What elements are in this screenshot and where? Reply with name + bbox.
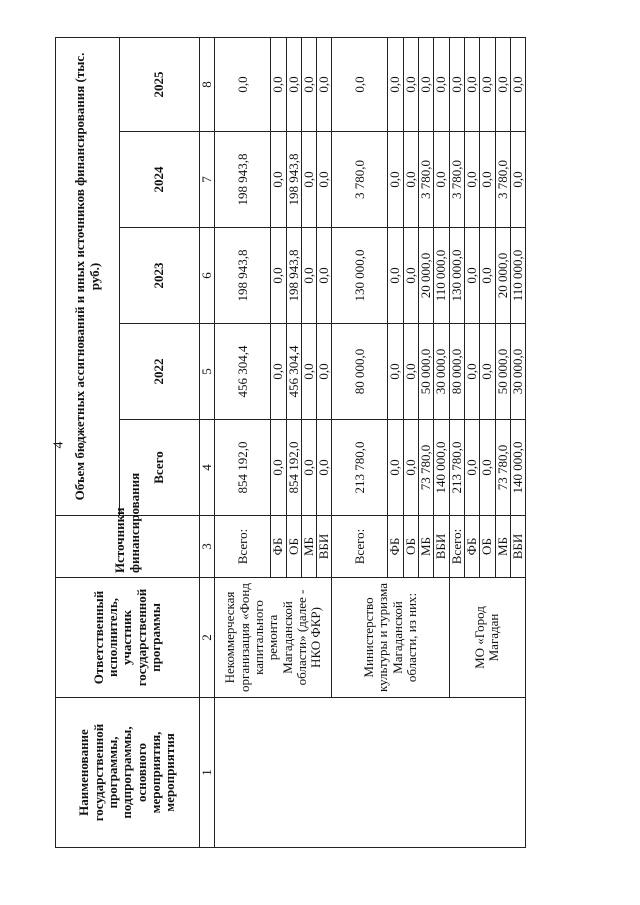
value-total: 0,0	[317, 420, 332, 516]
value-2022: 0,0	[317, 324, 332, 420]
value-2023: 0,0	[403, 228, 418, 324]
value-2024: 3 780,0	[419, 132, 434, 228]
source-cell: ОБ	[286, 516, 301, 578]
value-2022: 0,0	[388, 324, 403, 420]
value-2024: 0,0	[403, 132, 418, 228]
page-number: 4	[51, 441, 67, 449]
value-2025: 0,0	[434, 37, 449, 131]
header-2023: 2023	[120, 228, 200, 324]
value-total: 854 192,0	[215, 420, 271, 516]
value-2024: 3 780,0	[332, 132, 388, 228]
value-2025: 0,0	[301, 37, 316, 131]
value-2025: 0,0	[388, 37, 403, 131]
header-program-name: Наименование государственной программы, подпрограммы, основного мероприятия, мероприятия	[56, 698, 200, 848]
value-2024: 0,0	[434, 132, 449, 228]
value-2023: 0,0	[317, 228, 332, 324]
source-cell: ВБИ	[510, 516, 525, 578]
value-2024: 0,0	[464, 132, 479, 228]
source-cell: ФБ	[464, 516, 479, 578]
header-2025: 2025	[120, 37, 200, 131]
value-2023: 0,0	[388, 228, 403, 324]
value-2023: 20 000,0	[495, 228, 510, 324]
value-2022: 80 000,0	[449, 324, 464, 420]
value-total: 0,0	[388, 420, 403, 516]
value-2022: 80 000,0	[332, 324, 388, 420]
executor-name: МО «Город Магадан	[449, 578, 525, 698]
value-2025: 0,0	[449, 37, 464, 131]
header-funding-group: Объем бюджетных ассигнований и иных источников финансирования (тыс. руб.)	[56, 37, 120, 515]
value-2025: 0,0	[332, 37, 388, 131]
value-2025: 0,0	[317, 37, 332, 131]
value-2023: 0,0	[271, 228, 286, 324]
source-cell: ВБИ	[317, 516, 332, 578]
value-2022: 456 304,4	[286, 324, 301, 420]
executor-name: Министерство культуры и туризма Магаданской области, из них:	[332, 578, 449, 698]
value-2023: 198 943,8	[286, 228, 301, 324]
value-2022: 0,0	[464, 324, 479, 420]
source-cell: Всего:	[215, 516, 271, 578]
value-2023: 20 000,0	[419, 228, 434, 324]
value-2025: 0,0	[464, 37, 479, 131]
value-2023: 0,0	[301, 228, 316, 324]
value-2022: 456 304,4	[215, 324, 271, 420]
source-cell: Всего:	[449, 516, 464, 578]
header-2022: 2022	[120, 324, 200, 420]
value-2024: 198 943,8	[215, 132, 271, 228]
value-2024: 0,0	[388, 132, 403, 228]
value-2023: 130 000,0	[449, 228, 464, 324]
value-2024: 0,0	[271, 132, 286, 228]
column-number-row	[200, 37, 215, 847]
column-number: 7	[200, 132, 215, 228]
source-cell: ОБ	[403, 516, 418, 578]
value-2022: 0,0	[301, 324, 316, 420]
value-2023: 0,0	[480, 228, 495, 324]
column-number: 6	[200, 228, 215, 324]
program-name-cell	[215, 698, 526, 848]
value-2022: 0,0	[271, 324, 286, 420]
value-2025: 0,0	[495, 37, 510, 131]
column-number: 3	[200, 516, 215, 578]
value-total: 0,0	[271, 420, 286, 516]
value-total: 0,0	[403, 420, 418, 516]
value-2022: 50 000,0	[419, 324, 434, 420]
value-2025: 0,0	[419, 37, 434, 131]
value-total: 0,0	[464, 420, 479, 516]
value-2022: 30 000,0	[510, 324, 525, 420]
value-total: 854 192,0	[286, 420, 301, 516]
value-2025: 0,0	[271, 37, 286, 131]
value-total: 213 780,0	[332, 420, 388, 516]
value-2022: 0,0	[480, 324, 495, 420]
value-total: 213 780,0	[449, 420, 464, 516]
value-total: 140 000,0	[510, 420, 525, 516]
header-source: Источники финансирования	[56, 516, 200, 578]
value-total: 73 780,0	[495, 420, 510, 516]
table-row	[215, 37, 271, 847]
source-cell: МБ	[301, 516, 316, 578]
source-cell: ФБ	[388, 516, 403, 578]
value-2025: 0,0	[215, 37, 271, 131]
rotated-table-wrapper	[55, 38, 525, 848]
executor-name: Некоммерческая организация «Фонд капитального ремонта Магаданской области» (далее - НКО ФКР)	[215, 578, 332, 698]
value-2023: 110 000,0	[510, 228, 525, 324]
source-cell: ОБ	[480, 516, 495, 578]
source-cell: Всего:	[332, 516, 388, 578]
budget-table	[55, 37, 526, 848]
source-cell: МБ	[419, 516, 434, 578]
value-2024: 198 943,8	[286, 132, 301, 228]
value-2025: 0,0	[286, 37, 301, 131]
value-2024: 0,0	[510, 132, 525, 228]
column-number: 8	[200, 37, 215, 131]
value-total: 0,0	[301, 420, 316, 516]
value-2023: 110 000,0	[434, 228, 449, 324]
value-2023: 130 000,0	[332, 228, 388, 324]
source-cell: МБ	[495, 516, 510, 578]
value-2023: 198 943,8	[215, 228, 271, 324]
column-number: 2	[200, 578, 215, 698]
source-cell: ФБ	[271, 516, 286, 578]
value-2025: 0,0	[403, 37, 418, 131]
column-number: 5	[200, 324, 215, 420]
value-2022: 0,0	[403, 324, 418, 420]
header-executor: Ответственный исполнитель, участник государственной программы	[56, 578, 200, 698]
value-2024: 0,0	[480, 132, 495, 228]
value-2023: 0,0	[464, 228, 479, 324]
value-total: 0,0	[480, 420, 495, 516]
value-2024: 3 780,0	[495, 132, 510, 228]
value-2022: 30 000,0	[434, 324, 449, 420]
column-number: 4	[200, 420, 215, 516]
value-2025: 0,0	[510, 37, 525, 131]
header-total: Всего	[120, 420, 200, 516]
value-2024: 3 780,0	[449, 132, 464, 228]
value-2024: 0,0	[301, 132, 316, 228]
source-cell: ВБИ	[434, 516, 449, 578]
header-2024: 2024	[120, 132, 200, 228]
value-total: 140 000,0	[434, 420, 449, 516]
value-total: 73 780,0	[419, 420, 434, 516]
column-number: 1	[200, 698, 215, 848]
value-2025: 0,0	[480, 37, 495, 131]
value-2022: 50 000,0	[495, 324, 510, 420]
value-2024: 0,0	[317, 132, 332, 228]
